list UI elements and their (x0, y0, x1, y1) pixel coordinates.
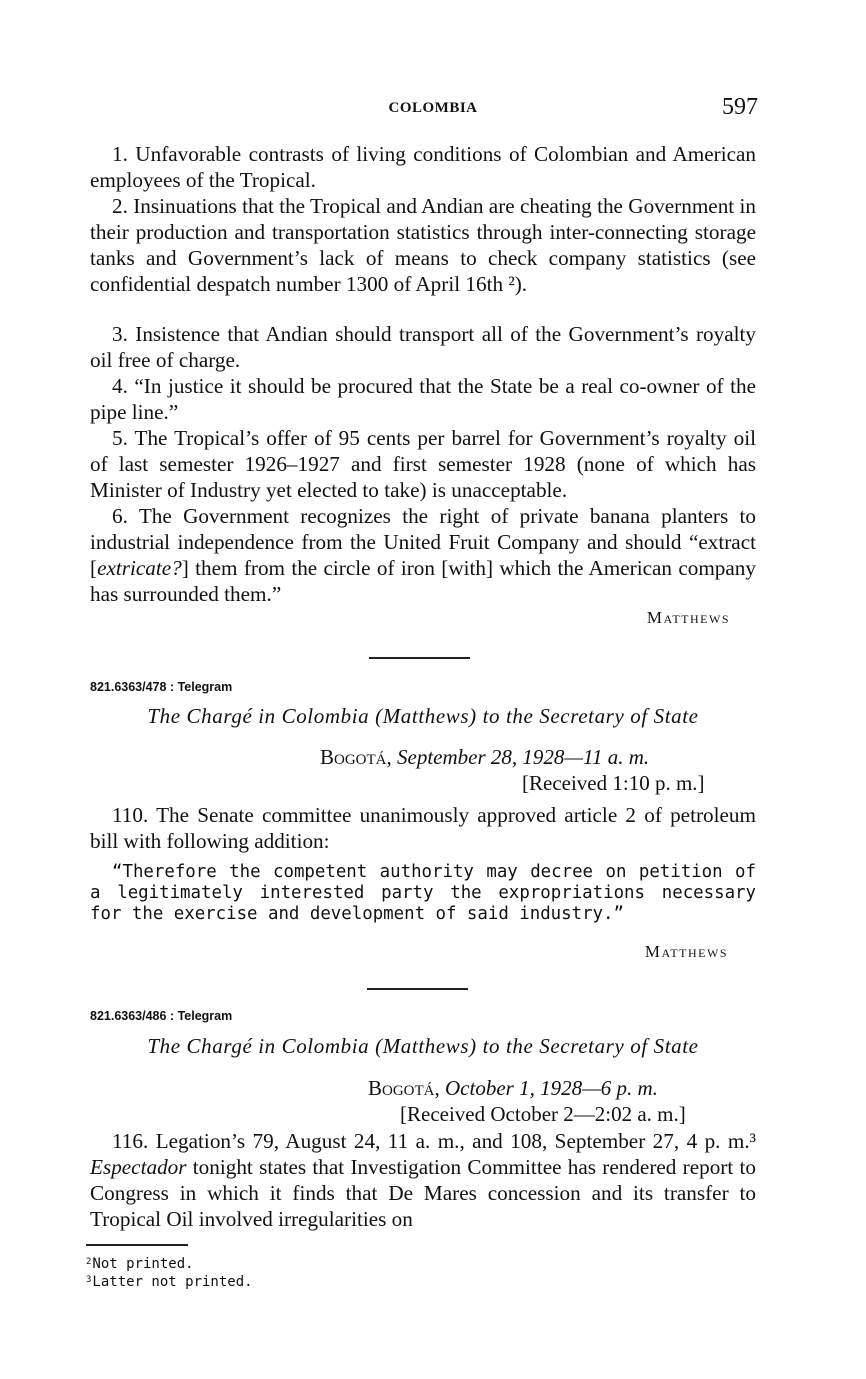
dateline-place: Bogotá, (368, 1076, 440, 1100)
section-divider (369, 657, 470, 659)
heading-name: Matthews (382, 1034, 470, 1058)
newspaper-name: Espectador (90, 1155, 187, 1179)
list-item (90, 503, 756, 607)
section-divider (367, 988, 468, 990)
running-header: COLOMBIA (388, 100, 478, 116)
heading-text: The Chargé in Colombia ( (147, 1034, 383, 1058)
list-item: 5. The Tropical’s offer of 95 cents per barrel for Government’s royalty oil of last semester 1926–1927 and first semester 1928 (none of which has Minister of Industry yet elected to take) is unacceptable. (90, 426, 756, 502)
received-note: [Received 1:10 p. m.] (522, 771, 705, 795)
page-number: 597 (722, 94, 758, 120)
item6-text-end: ] them from the circle of iron [with] which the American company has surrounded them.” (90, 556, 756, 606)
paragraph-text-end: tonight states that Investigation Committee has rendered report to Congress in which it finds that De Mares concession and its transfer to Tropical Oil involved irregularities on (90, 1155, 756, 1231)
heading-text-end: ) to the Secretary of State (469, 1034, 699, 1058)
list-item: 3. Insistence that Andian should transport all of the Government’s royalty oil free of charge. (90, 322, 756, 372)
footnote-text: Not printed. (92, 1256, 194, 1272)
list-item: 1. Unfavorable contrasts of living conditions of Colombian and American employees of the Tropical. (90, 142, 756, 192)
footnote-rule (86, 1244, 188, 1246)
footnote (86, 1256, 194, 1272)
file-reference: 821.6363/486 : Telegram (90, 1009, 233, 1023)
list-item: 4. “In justice it should be procured that the State be a real co-owner of the pipe line.” (90, 374, 756, 424)
quoted-text: “Therefore the competent authority may decree on petition of a legitimately interested party the expropriations necessary for the exercise and development of said industry.” (90, 862, 756, 924)
dateline-date: September 28, 1928—11 a. m. (397, 745, 650, 769)
footnote-mark: 3 (86, 1275, 92, 1285)
list-item: 2. Insinuations that the Tropical and Andian are cheating the Government in their production and transportation statistics through inter-connecting storage tanks and Government’s lack of means to check company statistics (see confidential despatch number 1300 of April 16th ²). (90, 194, 756, 296)
heading-text: The Chargé in Colombia ( (147, 704, 383, 728)
item6-text: 6. The Government recognizes the right of private banana planters to industrial independence from the United Fruit Company and should “extract [ (90, 504, 756, 580)
footnote (86, 1274, 253, 1290)
footnote-mark: 2 (86, 1257, 92, 1267)
dateline (368, 1076, 658, 1101)
footnote-text: Latter not printed. (92, 1274, 253, 1290)
paragraph-text: 116. Legation’s 79, August 24, 11 a. m., and 108, September 27, 4 p. m.³ (112, 1129, 756, 1153)
telegram-heading (90, 704, 756, 729)
signature: Matthews (644, 942, 728, 961)
heading-text-end: ) to the Secretary of State (469, 704, 699, 728)
item6-italic: extricate? (97, 556, 182, 580)
dateline (320, 745, 649, 770)
dateline-date: October 1, 1928—6 p. m. (445, 1076, 658, 1100)
received-note: [Received October 2—2:02 a. m.] (400, 1102, 686, 1126)
file-reference: 821.6363/478 : Telegram (90, 680, 233, 694)
dateline-place: Bogotá, (320, 745, 392, 769)
heading-name: Matthews (382, 704, 470, 728)
telegram-paragraph (90, 1128, 756, 1232)
telegram-heading (90, 1034, 756, 1059)
telegram-paragraph: 110. The Senate committee unanimously approved article 2 of petroleum bill with following addition: (90, 803, 756, 853)
signature: Matthews (646, 608, 730, 627)
